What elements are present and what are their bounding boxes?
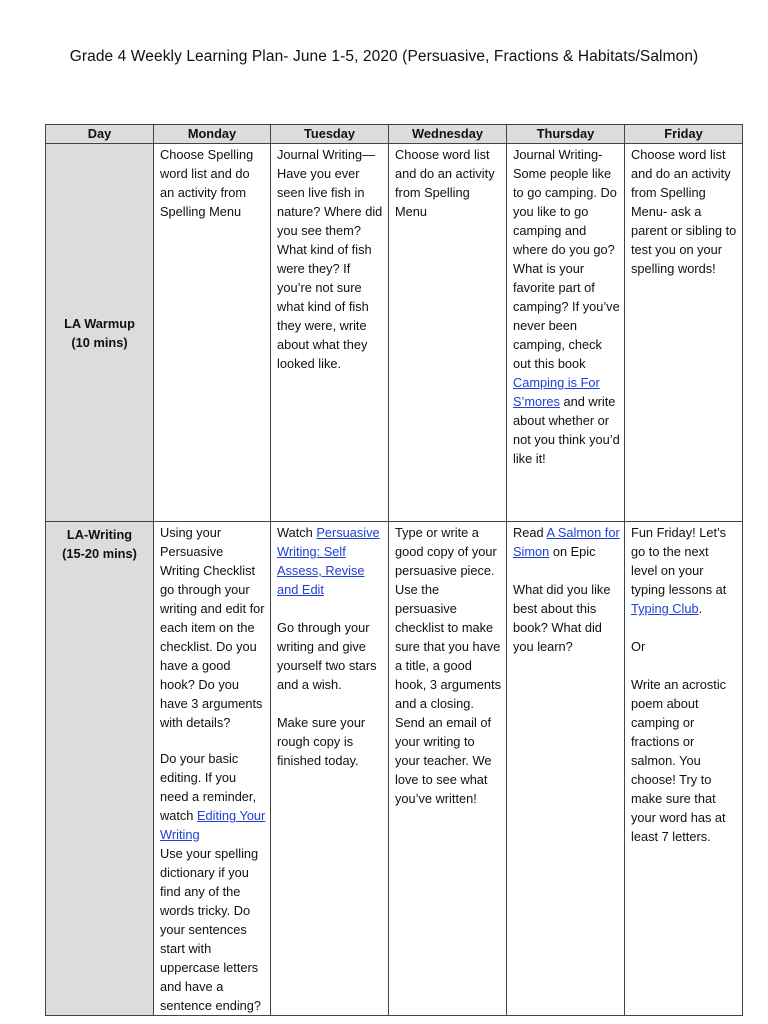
cell-writing-wednesday: Type or write a good copy of your persuasive piece. Use the persuasive checklist to make sure that you have a title, a good hook, 3 arguments and a closing. Send an email of your writing to your teacher. We love to see what you’ve written! <box>389 522 507 1016</box>
row-label-duration: (15-20 mins) <box>62 546 137 561</box>
column-header-friday: Friday <box>625 125 743 144</box>
thursday-writing-p1: Read A Salmon for Simon on Epic <box>513 525 620 559</box>
link-editing-your-writing[interactable]: Editing Your Writing <box>160 808 266 842</box>
cell-warmup-friday: Choose word list and do an activity from Spelling Menu- ask a parent or sibling to test you on your spelling words! <box>625 144 743 522</box>
cell-writing-thursday <box>507 522 625 1016</box>
thursday-warmup-text: Journal Writing- Some people like to go camping. Do you like to go camping and where do you go? What is your favorite part of camping? If you’ve never been camping, check out this book <box>513 147 620 371</box>
column-header-tuesday: Tuesday <box>271 125 389 144</box>
link-typing-club[interactable]: Typing Club <box>631 601 699 616</box>
monday-writing-p3: Use your spelling dictionary if you find any of the words tricky. Do your sentences start with uppercase letters and have a sentence ending? <box>160 846 262 1013</box>
column-header-monday: Monday <box>154 125 271 144</box>
tuesday-writing-p3: Make sure your rough copy is finished today. <box>277 715 366 768</box>
cell-warmup-monday: Choose Spelling word list and do an activity from Spelling Menu <box>154 144 271 522</box>
header-row <box>46 125 743 144</box>
column-header-wednesday: Wednesday <box>389 125 507 144</box>
cell-warmup-tuesday: Journal Writing—Have you ever seen live fish in nature? Where did you see them? What kind of fish were they? If you’re not sure what kind of fish they were, write about what they looked like. <box>271 144 389 522</box>
friday-writing-p3: Write an acrostic poem about camping or fractions or salmon. You choose! Try to make sure that your word has at least 7 letters. <box>631 677 727 844</box>
monday-writing-p1: Using your Persuasive Writing Checklist go through your writing and edit for each item on the checklist. Do you have a good hook? Do you have 3 arguments with details? <box>160 525 265 730</box>
column-header-day: Day <box>46 125 154 144</box>
cell-writing-monday <box>154 522 271 1016</box>
weekly-plan-table <box>45 124 743 1016</box>
tuesday-writing-p2: Go through your writing and give yourself two stars and a wish. <box>277 620 377 692</box>
friday-writing-p2: Or <box>631 639 646 654</box>
row-label-title: LA Warmup <box>64 315 135 331</box>
link-persuasive-writing-self-assess[interactable]: Persuasive Writing: Self Assess, Revise and Edit <box>277 525 380 597</box>
row-label-la-warmup <box>46 144 154 522</box>
row-label-la-writing <box>46 522 154 1016</box>
cell-warmup-wednesday: Choose word list and do an activity from Spelling Menu <box>389 144 507 522</box>
thursday-warmup-text-after: and write about whether or not you think you’d like it! <box>513 394 620 466</box>
cell-warmup-thursday <box>507 144 625 522</box>
tuesday-writing-p1: Watch Persuasive Writing: Self Assess, Revise and Edit <box>277 525 380 597</box>
row-label-title: LA-Writing <box>66 527 133 542</box>
monday-writing-p2: Do your basic editing. If you need a reminder, watch Editing Your Writing <box>160 751 266 842</box>
cell-writing-friday <box>625 522 743 1016</box>
row-label-duration: (10 mins) <box>71 334 128 350</box>
table-row-la-warmup <box>46 144 743 522</box>
link-camping-is-for-smores[interactable]: Camping is For S’mores <box>513 375 600 409</box>
link-a-salmon-for-simon[interactable]: A Salmon for Simon <box>513 525 620 559</box>
friday-writing-p1: Fun Friday! Let’s go to the next level on your typing lessons at Typing Club. <box>631 525 727 616</box>
table-row-la-writing <box>46 522 743 1016</box>
cell-writing-tuesday <box>271 522 389 1016</box>
thursday-writing-p2: What did you like best about this book? What did you learn? <box>513 582 611 654</box>
page-title: Grade 4 Weekly Learning Plan- June 1-5, 2020 (Persuasive, Fractions & Habitats/Salmon) <box>69 48 699 65</box>
column-header-thursday: Thursday <box>507 125 625 144</box>
